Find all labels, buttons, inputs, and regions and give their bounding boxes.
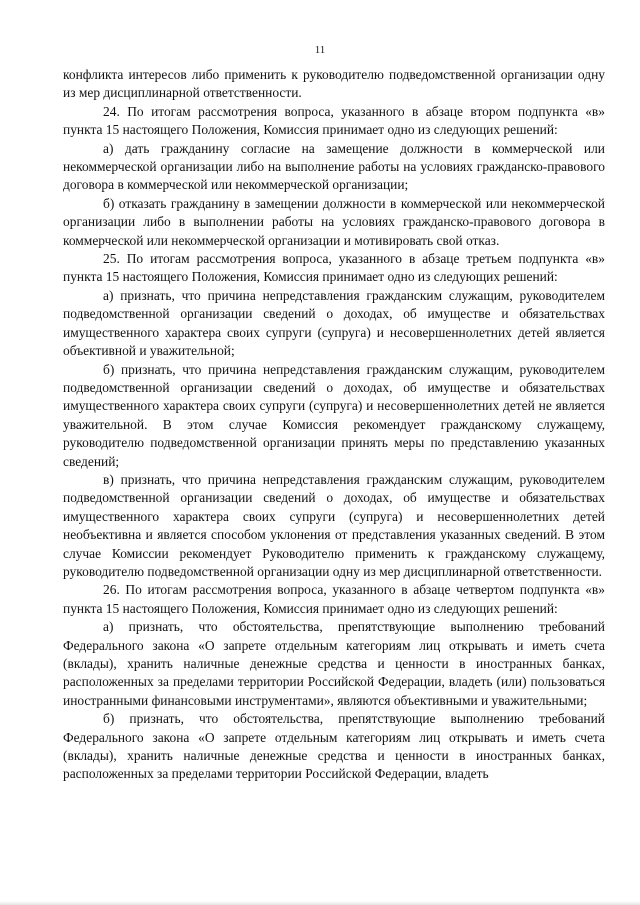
paragraph-continuation: конфликта интересов либо применить к руководителю подведомственной организации одну из мер дисциплинарной ответственности. xyxy=(63,67,605,101)
paragraph-25: 25. По итогам рассмотрения вопроса, указанного в абзаце третьем подпункта «в» пункта 15 настоящего Положения, Комиссия принимает одно из следующих решений: xyxy=(63,251,605,285)
paragraph-25-a: а) признать, что причина непредставления гражданским служащим, руководителем подведомственной организации сведений о доходах, об имуществе и обязательствах имущественного характера своих супруги (супруга) и несовершеннолетних детей является объективной и уважительной; xyxy=(63,287,605,359)
paragraph-26: 26. По итогам рассмотрения вопроса, указанного в абзаце четвертом подпункта «в» пункта 15 настоящего Положения, Комиссия принимает одно из следующих решений: xyxy=(63,582,605,616)
paragraph-25-b: б) признать, что причина непредставления гражданским служащим, руководителем подведомственной организации сведений о доходах, об имуществе и обязательствах имущественного характера своих супруги (супруга) и несовершеннолетних детей не является уважительной. В этом случае Комиссия рекомендует гражданскому служащему, руководителю подведомственной организации принять меры по представлению указанных сведений; xyxy=(63,361,605,469)
paragraph-25-v: в) признать, что причина непредставления гражданским служащим, руководителем подведомственной организации сведений о доходах, об имуществе и обязательствах имущественного характера своих супруги (супруга) и несовершеннолетних детей необъективна и является способом уклонения от представления указанных сведений. В этом случае Комиссии рекомендует Руководителю применить к гражданскому служащему, руководителю подведомственной организации одну из мер дисциплинарной ответственности. xyxy=(63,471,605,579)
page-bottom-edge xyxy=(0,901,640,905)
document-body xyxy=(63,66,605,784)
paragraph-24-b: б) отказать гражданину в замещении должности в коммерческой или некоммерческой организации либо в выполнении работы на условиях гражданско-правового договора в коммерческой или некоммерческой организации и мотивировать свой отказ. xyxy=(63,195,605,248)
paragraph-24: 24. По итогам рассмотрения вопроса, указанного в абзаце втором подпункта «в» пункта 15 настоящего Положения, Комиссия принимает одно из следующих решений: xyxy=(63,103,605,138)
paragraph-26-a: а) признать, что обстоятельства, препятствующие выполнению требований Федерального закона «О запрете отдельным категориям лиц открывать и иметь счета (вклады), хранить наличные денежные средства и ценности в иностранных банках, расположенных за пределами территории Российской Федерации, владеть (или) пользоваться иностранными финансовыми инструментами», являются объективными и уважительными; xyxy=(63,619,605,708)
paragraph-26-b: б) признать, что обстоятельства, препятствующие выполнению требований Федерального закона «О запрете отдельным категориям лиц открывать и иметь счета (вклады), хранить наличные денежные средства и ценности в иностранных банках, расположенных за пределами территории Российской Федерации, владеть xyxy=(63,711,605,782)
page-number: 11 xyxy=(314,44,326,56)
paragraph-24-a: а) дать гражданину согласие на замещение должности в коммерческой или некоммерческой организации либо на выполнение работы на условиях гражданско-правового договора в коммерческой или некоммерческой организации; xyxy=(63,140,605,193)
